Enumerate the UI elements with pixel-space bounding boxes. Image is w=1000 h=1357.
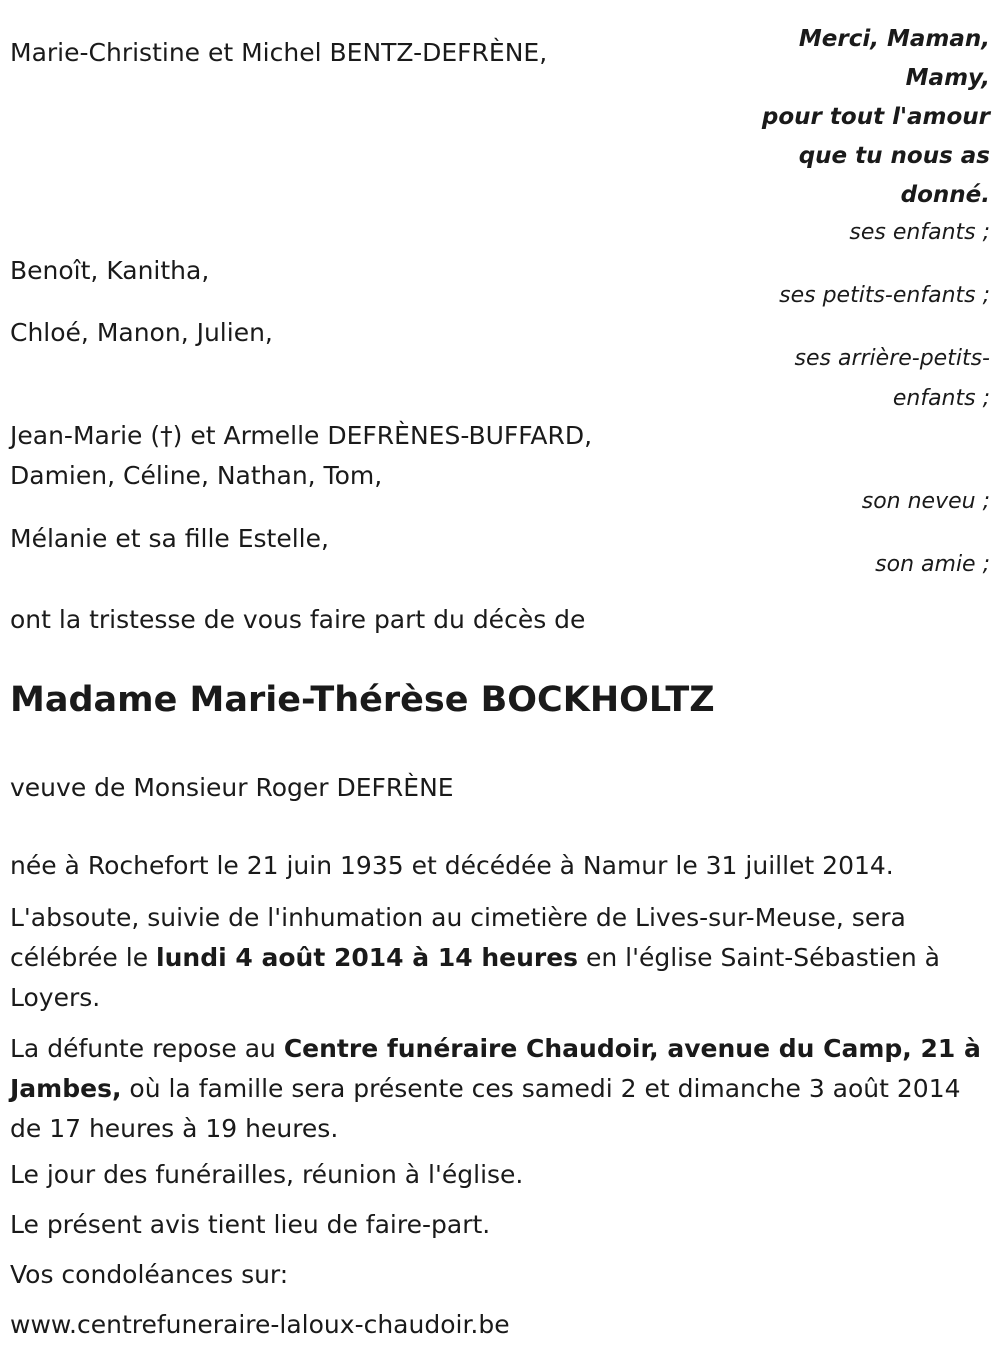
family-nephew-names-line2: Damien, Céline, Nathan, Tom, <box>10 461 383 490</box>
family-nephew-names-line1: Jean-Marie (†) et Armelle DEFRÈNES-BUFFARD, <box>10 421 593 450</box>
meeting-text: Le jour des funérailles, réunion à l'église. <box>10 1160 524 1189</box>
family-children-names: Marie-Christine et Michel BENTZ-DEFRÈNE, <box>10 38 548 67</box>
visitation-text-before: La défunte repose au <box>10 1034 284 1063</box>
family-greatgrandchildren-role-line1: ses arrière-petits- <box>794 346 990 371</box>
birth-death-text: née à Rochefort le 21 juin 1935 et décédée à Namur le 31 juillet 2014. <box>10 851 894 880</box>
family-greatgrandchildren-role-line2: enfants ; <box>892 386 990 411</box>
website-link[interactable]: www.centrefuneraire-laloux-chaudoir.be <box>10 1310 510 1339</box>
quote-line: donné. <box>900 182 990 208</box>
notice-text: Le présent avis tient lieu de faire-part. <box>10 1210 491 1239</box>
visitation-location: Centre funéraire Chaudoir, avenue du Camp, 21 à Jambes, <box>10 1034 981 1103</box>
quote-line: Merci, Maman, <box>798 26 990 52</box>
visitation-text-after: où la famille sera présente ces samedi 2 et dimanche 3 août 2014 de 17 heures à 19 heures. <box>10 1074 961 1143</box>
family-grandchildren-role: ses petits-enfants ; <box>779 283 990 308</box>
family-children-role: ses enfants ; <box>849 220 990 245</box>
family-friend-role: son amie ; <box>875 552 990 577</box>
condolences-label: Vos condoléances sur: <box>10 1260 289 1289</box>
announcement-text: ont la tristesse de vous faire part du décès de <box>10 605 586 634</box>
family-friend-names: Mélanie et sa fille Estelle, <box>10 524 329 553</box>
ceremony-text-before: L'absoute, suivie de l'inhumation au cimetière de Lives-sur-Meuse, sera célébrée le <box>10 903 906 972</box>
visitation-paragraph <box>10 1029 985 1149</box>
tribute-quote <box>762 20 990 215</box>
deceased-name: Madame Marie-Thérèse BOCKHOLTZ <box>10 680 715 720</box>
quote-line: pour tout l'amour <box>761 104 990 130</box>
widow-of: veuve de Monsieur Roger DEFRÈNE <box>10 773 454 802</box>
ceremony-text-after: en l'église Saint-Sébastien à Loyers. <box>10 943 940 1012</box>
family-nephew-role: son neveu ; <box>861 489 990 514</box>
family-greatgrandchildren-names: Chloé, Manon, Julien, <box>10 318 273 347</box>
quote-line: Mamy, <box>905 65 990 91</box>
ceremony-paragraph <box>10 898 985 1018</box>
family-grandchildren-names: Benoît, Kanitha, <box>10 256 210 285</box>
ceremony-date: lundi 4 août 2014 à 14 heures <box>156 943 579 972</box>
quote-line: que tu nous as <box>798 143 990 169</box>
